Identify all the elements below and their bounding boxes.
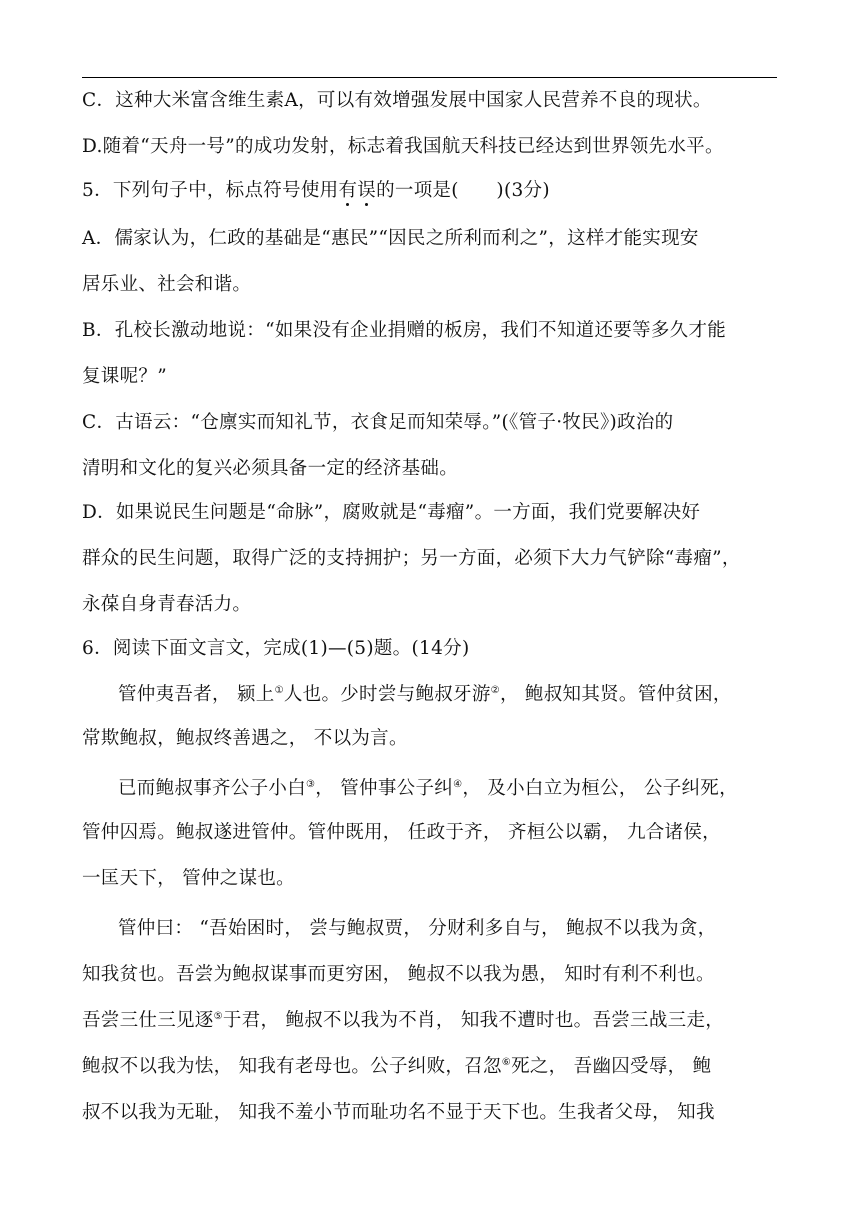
question-5-text-end: 的一项是( )(3分) [376, 180, 550, 201]
passage-text: 管仲夷吾者， 颍上 [118, 684, 275, 705]
passage-text: 人也。少时尝与鲍叔牙游 [283, 684, 491, 705]
emphasis-char-2: 误 [357, 180, 377, 201]
passage-text: 吾尝三仕三见逐 [82, 1010, 214, 1031]
option-d-line-3: 永葆自身青春活力。 [82, 594, 252, 615]
passage-text: ， 鲍叔知其贤。管仲贫困， [499, 684, 732, 705]
passage-p1-line-1 [118, 682, 732, 708]
option-d-line-2: 群众的民生问题，取得广泛的支持拥护；另一方面，必须下大力气铲除“毒瘤”， [82, 548, 741, 569]
passage-p3-line-5: 叔不以我为无耻， 知我不羞小节而耻功名不显于天下也。生我者父母， 知我 [82, 1102, 715, 1123]
option-a-line-2: 居乐业、社会和谐。 [82, 274, 252, 295]
footnote-marker: ① [274, 685, 284, 696]
passage-p2-line-3: 一匡天下， 管仲之谋也。 [82, 868, 295, 889]
passage-p2-line-1 [118, 776, 738, 802]
passage-p2-line-2: 管仲囚焉。鲍叔遂进管仲。管仲既用， 任政于齐， 齐桓公以霸， 九合诸侯， [82, 822, 721, 843]
option-c-q4: C．这种大米富含维生素A，可以有效增强发展中国家人民营养不良的现状。 [82, 90, 712, 111]
passage-p3-line-1: 管仲曰： “吾始困时， 尝与鲍叔贾， 分财利多自与， 鲍叔不以我为贪， [118, 918, 717, 939]
footnote-marker: ② [490, 685, 500, 696]
footnote-marker: ③ [306, 779, 316, 790]
passage-text: 于君， 鲍叔不以我为不肖， 知我不遭时也。吾尝三战三走， [222, 1010, 725, 1031]
option-d-q4: D.随着“天舟一号”的成功发射，标志着我国航天科技已经达到世界领先水平。 [82, 136, 724, 157]
option-a-line-1: A．儒家认为，仁政的基础是“惠民”“因民之所利而利之”，这样才能实现安 [82, 228, 699, 249]
option-c-line-1: C．古语云：“仓廪实而知礼节，衣食足而知荣辱。”(《管子·牧民》)政治的 [82, 412, 674, 433]
question-5-text-start: 5．下列句子中，标点符号使用 [82, 180, 339, 201]
question-5 [82, 178, 550, 204]
option-b-line-2: 复课呢？” [82, 366, 167, 387]
passage-text: 已而鲍叔事齐公子小白 [118, 778, 307, 799]
passage-p1-line-2: 常欺鲍叔，鲍叔终善遇之， 不以为言。 [82, 728, 408, 749]
footnote-marker: ⑤ [213, 1011, 223, 1022]
passage-p3-line-4 [82, 1054, 711, 1080]
question-6: 6．阅读下面文言文，完成(1)—(5)题。(14分) [82, 638, 470, 659]
passage-p3-line-3 [82, 1008, 724, 1034]
passage-text: 死之， 吾幽囚受辱， 鲍 [511, 1056, 712, 1077]
option-c-line-2: 清明和文化的复兴必须具备一定的经济基础。 [82, 458, 459, 479]
passage-p3-line-2: 知我贫也。吾尝为鲍叔谋事而更穷困， 鲍叔不以我为愚， 知时有利不利也。 [82, 964, 715, 985]
header-rule [82, 77, 777, 78]
passage-text: 鲍叔不以我为怯， 知我有老母也。公子纠败，召忽 [82, 1056, 502, 1077]
passage-text: ， 及小白立为桓公， 公子纠死， [462, 778, 738, 799]
footnote-marker: ④ [453, 779, 463, 790]
footnote-marker: ⑥ [501, 1057, 512, 1068]
option-d-line-1: D．如果说民生问题是“命脉”，腐败就是“毒瘤”。一方面，我们党要解决好 [82, 502, 701, 523]
passage-text: ， 管仲事公子纠 [315, 778, 454, 799]
option-b-line-1: B．孔校长激动地说：“如果没有企业捐赠的板房，我们不知道还要等多久才能 [82, 320, 727, 341]
emphasis-char-1: 有 [338, 180, 358, 201]
